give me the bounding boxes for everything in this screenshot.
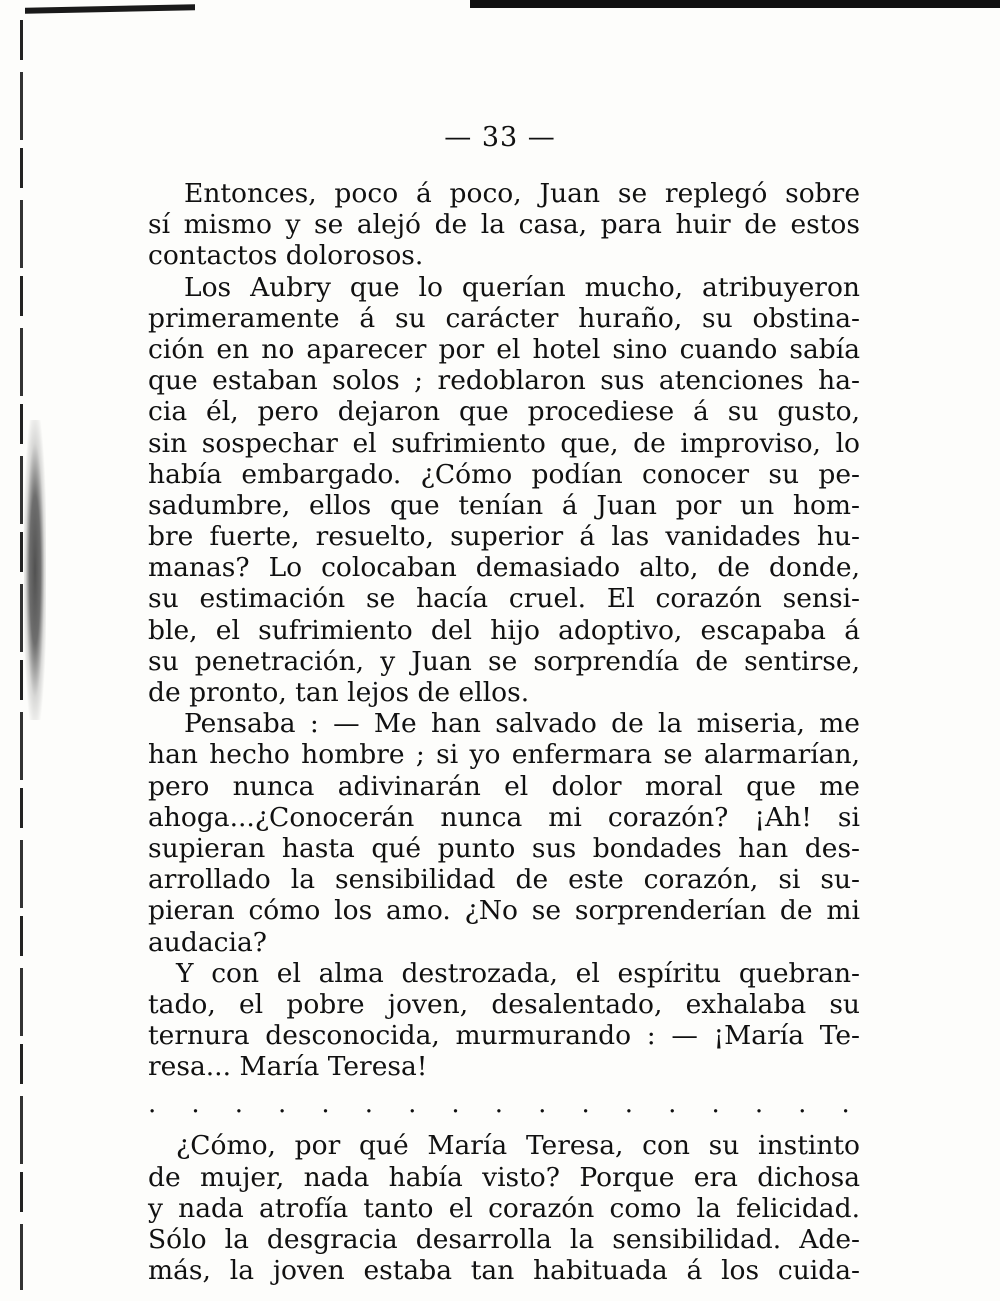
separator-dot: .	[798, 1088, 807, 1119]
text-line: su estimación se hacía cruel. El corazón sensi-	[148, 583, 860, 615]
text-line: de mujer, nada había visto? Porque era dichosa	[148, 1161, 860, 1193]
text-line: supieran hasta qué punto sus bondades han des-	[148, 832, 860, 864]
paragraph	[148, 272, 860, 709]
text-line: Pensaba : — Me han salvado de la miseria, me	[184, 708, 860, 740]
separator-dot: .	[451, 1088, 460, 1119]
text-line: pero nunca adivinarán el dolor moral que me	[148, 770, 860, 802]
text-line: primeramente á su carácter huraño, su obstina-	[148, 302, 860, 334]
separator-dot: .	[668, 1088, 677, 1119]
text-line: ¿Cómo, por qué María Teresa, con su instinto	[176, 1130, 860, 1162]
paragraph	[148, 708, 860, 958]
separator-dot: .	[234, 1088, 243, 1119]
text-line: ternura desconocida, murmurando : — ¡María Te-	[148, 1020, 860, 1052]
text-line: contactos dolorosos.	[148, 240, 424, 272]
section-separator	[148, 1084, 860, 1124]
text-line: Entonces, poco á poco, Juan se replegó sobre	[184, 178, 860, 209]
scan-smudge	[24, 420, 46, 720]
text-line: Y con el alma destrozada, el espíritu quebran-	[176, 957, 860, 989]
text-line: audacia?	[148, 926, 267, 958]
text-line: había embargado. ¿Cómo podían conocer su pe-	[148, 458, 860, 490]
scan-edge-mark	[25, 4, 195, 14]
separator-dot: .	[841, 1088, 850, 1119]
paragraph	[148, 958, 860, 1083]
separator-dot: .	[321, 1088, 330, 1119]
text-line: ahoga...¿Conocerán nunca mi corazón? ¡Ah! si	[148, 801, 860, 833]
separator-dot: .	[581, 1088, 590, 1119]
page-binding-edge	[20, 20, 23, 1290]
text-line: tado, el pobre joven, desalentado, exhalaba su	[148, 988, 860, 1020]
text-line: ción en no aparecer por el hotel sino cuando sabía	[148, 333, 860, 365]
text-line: cia él, pero dejaron que procediese á su gusto,	[148, 396, 860, 428]
separator-dot: .	[148, 1088, 157, 1119]
separator-dot: .	[191, 1088, 200, 1119]
page-number: — 33 —	[444, 122, 556, 153]
body-text	[148, 178, 860, 1286]
text-line: arrollado la sensibilidad de este corazón, si su-	[148, 864, 860, 896]
text-line: y nada atrofía tanto el corazón como la felicidad.	[148, 1192, 860, 1224]
text-line: que estaban solos ; redoblaron sus atenciones ha-	[148, 365, 860, 397]
text-line: manas? Lo colocaban demasiado alto, de donde,	[148, 552, 860, 584]
text-line: sí mismo y se alejó de la casa, para huir de estos	[148, 209, 860, 241]
text-line: ble, el sufrimiento del hijo adoptivo, escapaba á	[148, 614, 860, 646]
text-line: sin sospechar el sufrimiento que, de improviso, lo	[148, 427, 860, 459]
text-line: han hecho hombre ; si yo enfermara se alarmarían,	[148, 739, 860, 771]
separator-dot: .	[711, 1088, 720, 1119]
separator-dot: .	[624, 1088, 634, 1119]
text-line: pieran cómo los amo. ¿No se sorprenderían de mi	[148, 895, 860, 927]
separator-dot: .	[538, 1088, 547, 1119]
text-line: de pronto, tan lejos de ellos.	[148, 677, 530, 708]
paragraph	[148, 178, 860, 272]
text-line: bre fuerte, resuelto, superior á las vanidades hu-	[148, 521, 860, 553]
separator-dot: .	[278, 1088, 287, 1119]
text-line: su penetración, y Juan se sorprendía de sentirse,	[148, 645, 860, 677]
paragraph	[148, 1130, 860, 1286]
separator-dot: .	[408, 1088, 417, 1119]
text-line: resa... María Teresa!	[148, 1051, 428, 1083]
separator-dot: .	[754, 1088, 764, 1119]
text-line: más, la joven estaba tan habituada á los cuida-	[148, 1255, 860, 1287]
scan-edge-mark	[470, 0, 1000, 8]
separator-dot: .	[494, 1088, 504, 1119]
text-line: Sólo la desgracia desarrolla la sensibilidad. Ade-	[148, 1224, 860, 1255]
separator-dot: .	[364, 1088, 373, 1119]
text-line: Los Aubry que lo querían mucho, atribuyeron	[184, 271, 860, 303]
text-line: sadumbre, ellos que tenían á Juan por un hom-	[148, 489, 860, 521]
